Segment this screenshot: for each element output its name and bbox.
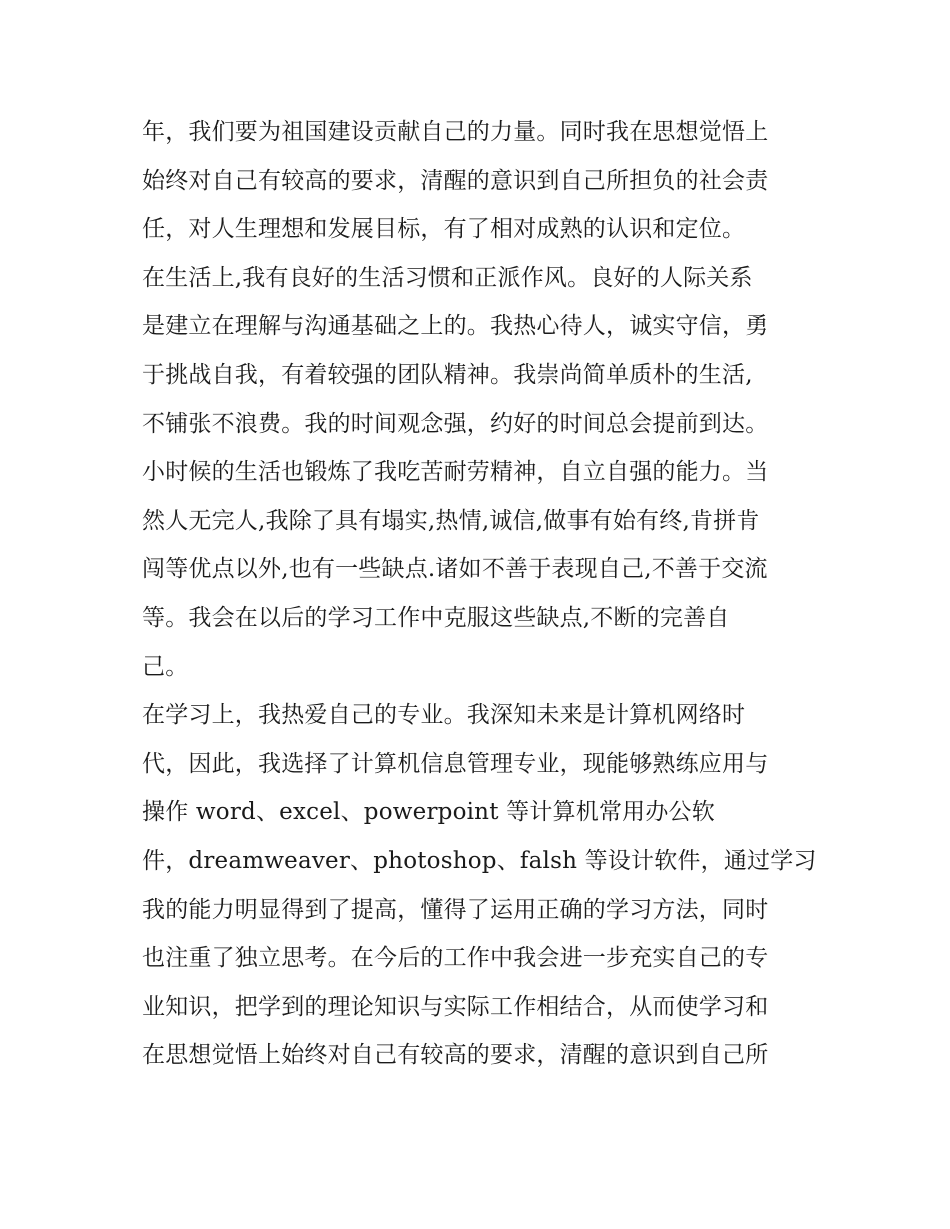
text-line: 代，因此，我选择了计算机信息管理专业，现能够熟练应用与 bbox=[142, 750, 769, 777]
text-line: 闯等优点以外,也有一些缺点.诸如不善于表现自己,不善于交流 bbox=[142, 556, 768, 583]
text-line: 业知识，把学到的理论知识与实际工作相结合，从而使学习和 bbox=[142, 993, 769, 1020]
text-line: 在生活上,我有良好的生活习惯和正派作风。良好的人际关系 bbox=[142, 264, 753, 291]
text-line: 任，对人生理想和发展目标，有了相对成熟的认识和定位。 bbox=[142, 216, 746, 243]
text-line: 我的能力明显得到了提高，懂得了运用正确的学习方法，同时 bbox=[142, 896, 769, 923]
text-line: 等。我会在以后的学习工作中克服这些缺点,不断的完善自 bbox=[142, 604, 730, 631]
text-line: 操作 word、excel、powerpoint 等计算机常用办公软 bbox=[142, 799, 715, 826]
text-line: 是建立在理解与沟通基础之上的。我热心待人，诚实守信，勇 bbox=[142, 313, 769, 340]
body-text bbox=[142, 108, 832, 1080]
text-line: 在学习上，我热爱自己的专业。我深知未来是计算机网络时 bbox=[142, 702, 746, 729]
text-line: 在思想觉悟上始终对自己有较高的要求，清醒的意识到自己所 bbox=[142, 1042, 769, 1069]
text-line: 年，我们要为祖国建设贡献自己的力量。同时我在思想觉悟上 bbox=[142, 119, 769, 145]
text-line: 也注重了独立思考。在今后的工作中我会进一步充实自己的专 bbox=[142, 945, 769, 972]
text-line: 于挑战自我，有着较强的团队精神。我崇尚简单质朴的生活, bbox=[142, 361, 753, 388]
text-line: 小时候的生活也锻炼了我吃苦耐劳精神，自立自强的能力。当 bbox=[142, 459, 769, 486]
text-line: 始终对自己有较高的要求，清醒的意识到自己所担负的社会责 bbox=[142, 167, 769, 194]
text-line: 不铺张不浪费。我的时间观念强，约好的时间总会提前到达。 bbox=[142, 410, 769, 437]
text-line: 件，dreamweaver、photoshop、falsh 等设计软件，通过学习 bbox=[142, 847, 817, 874]
text-line: 己。 bbox=[142, 653, 189, 680]
text-line: 然人无完人,我除了具有塌实,热情,诚信,做事有始有终,肯拼肯 bbox=[142, 507, 760, 534]
